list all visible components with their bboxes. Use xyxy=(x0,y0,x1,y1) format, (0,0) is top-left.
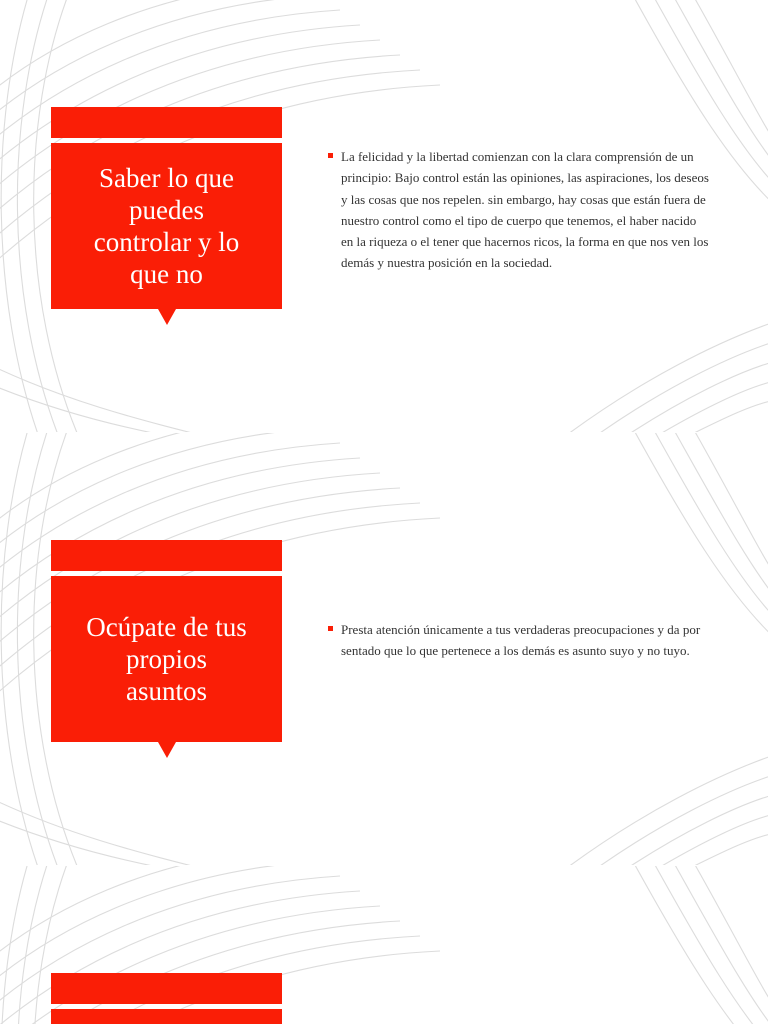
title-pointer xyxy=(158,309,176,325)
slide-title: Ocúpate de tus propios asuntos xyxy=(86,612,247,706)
bullet-list xyxy=(328,619,710,662)
bullet-square-icon xyxy=(328,626,333,631)
title-box xyxy=(51,143,282,309)
slide-3 xyxy=(0,866,768,1024)
bullet-list xyxy=(328,146,710,274)
title-box xyxy=(51,1009,282,1024)
slide-2 xyxy=(0,433,768,865)
title-accent-strip xyxy=(51,973,282,1004)
bullet-text: La felicidad y la libertad comienzan con la clara comprensión de un principio: Bajo control están las opiniones, las aspiraciones, los deseos y las cosas que nos repelen. sin embargo, hay cosas que están fuera de nuestro control como el tipo de cuerpo que tenemos, el haber nacido en la riqueza o el tener que hacernos ricos, la forma en que nos ven los demás y nuestra posición en la sociedad. xyxy=(341,149,709,271)
slide-1 xyxy=(0,0,768,432)
title-accent-strip xyxy=(51,540,282,571)
title-accent-strip xyxy=(51,107,282,138)
bullet-text: Presta atención únicamente a tus verdaderas preocupaciones y da por sentado que lo que pertenece a los demás es asunto suyo y no tuyo. xyxy=(341,622,701,659)
slide-title: Saber lo que puedes controlar y lo que no xyxy=(93,163,240,289)
list-item xyxy=(328,146,710,274)
bullet-square-icon xyxy=(328,153,333,158)
title-pointer xyxy=(158,742,176,758)
list-item xyxy=(328,619,710,662)
title-box xyxy=(51,576,282,742)
